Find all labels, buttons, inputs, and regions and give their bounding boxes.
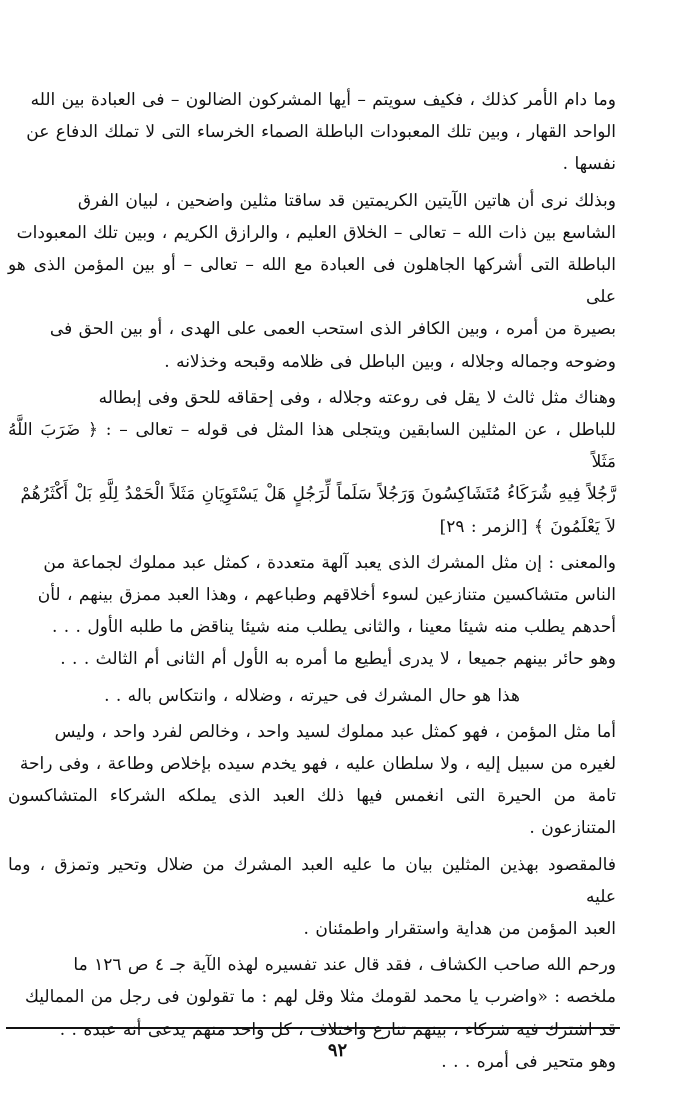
paragraph-5: هذا هو حال المشرك فى حيرته ، وضلاله ، وانتكاس باله . . (104, 685, 520, 706)
paragraph-8: ورحم الله صاحب الكشاف ، فقد قال عند تفسيره لهذه الآية جـ ٤ ص ١٢٦ ما ملخصه : «واضرب يا محمد لقومك مثلا وقل لهم : ما تقولون فى رجل من المماليك قد اشترك فيه شركاء ، بينهم تنازع واختلاف ، كل واحد منهم يدعى أنه عبده . . وهو متحير فى أمره . . . (24, 955, 616, 1072)
page-number: ٩٢ (327, 1040, 348, 1061)
paragraph-1: وما دام الأمر كذلك ، فكيف سويتم – أيها المشركون الضالون – فى العبادة بين الله الواحد القهار ، وبين تلك المعبودات الباطلة الصماء الخرساء التى لا تملك الدفاع عن نفسها . (26, 90, 616, 175)
paragraph-7: فالمقصود بهذين المثلين بيان ما عليه العبد المشرك من ضلال وتحير وتمزق ، وما عليه العبد المؤمن من هداية واستقرار واطمئنان . (8, 854, 616, 940)
paragraph-3-quran-verse: وهناك مثل ثالث لا يقل فى روعته وجلاله ، وفى إحقاقه للحق وفى إبطاله للباطل ، عن المثلين السابقين ويتجلى هذا المثل فى قوله – تعالى – : ﴿ ضَرَبَ اللَّهُ مَثَلاً رَّجُلاً فِيهِ شُرَكَاءُ مُتَشَاكِسُونَ وَرَجُلاً سَلَماً لِّرَجُلٍ هَلْ يَسْتَوِيَانِ مَثَلاً الْحَمْدُ لِلَّهِ بَلْ أَكْثَرُهُمْ لاَ يَعْلَمُونَ ﴾ [الزمر : ٢٩] (8, 387, 616, 537)
paragraph-4: والمعنى : إن مثل المشرك الذى يعبد آلهة متعددة ، كمثل عبد مملوك لجماعة من الناس متشاكسين متنازعين لسوء أخلاقهم وطباعهم ، وهذا العبد ممزق بينهم ، لأن أحدهم يطلب منه شيئا معينا ، والثانى يطلب منه شيئا يناقض ما طلبه الأول . . . وهو حائر بينهم جميعا ، لا يدرى أيطيع ما أمره به الأول أم الثانى أم الثالث . . . (37, 552, 616, 670)
paragraph-2: وبذلك نرى أن هاتين الآيتين الكريمتين قد ساقتا مثلين واضحين ، لبيان الفرق الشاسع بين ذات الله – تعالى – الخلاق العليم ، والرازق الكريم ، وبين تلك المعبودات الباطلة التى أشركها الجاهلون فى العبادة مع الله – تعالى – أو بين المؤمن الذى هو على بصيرة من أمره ، وبين الكافر الذى استحب العمى على الهدى ، أو بين الحق فى وضوحه وجماله وجلاله ، وبين الباطل فى ظلامه وقبحه وخذلانه . (8, 190, 616, 372)
footer-divider (6, 1027, 620, 1029)
body-text (8, 84, 616, 1078)
paragraph-6: أما مثل المؤمن ، فهو كمثل عبد مملوك لسيد واحد ، وخالص لفرد واحد ، وليس لغيره من سبيل إليه ، ولا سلطان عليه ، فهو يخدم سيده بإخلاص وطاعة ، وفى راحة تامة من الحيرة التى انغمس فيها ذلك العبد الذى يملكه الشركاء المتشاكسون المتنازعون . (8, 721, 616, 839)
